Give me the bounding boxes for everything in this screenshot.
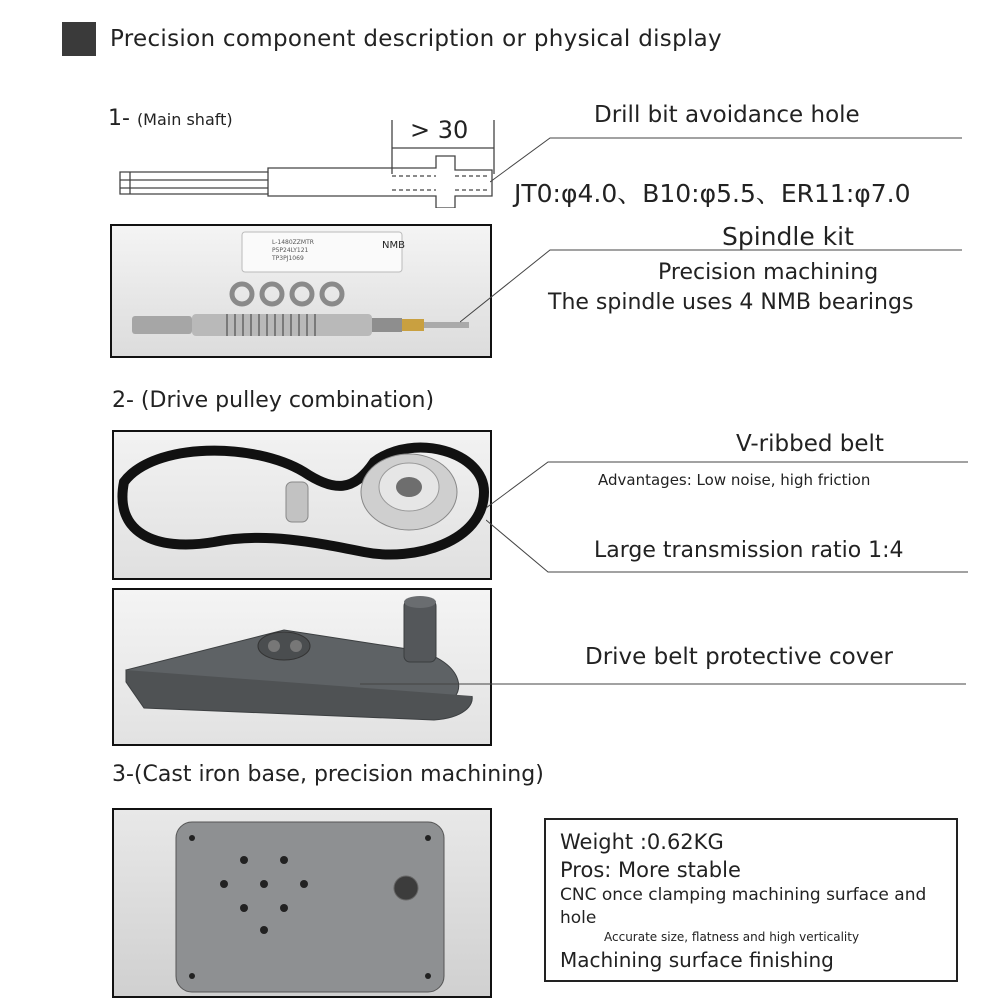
spindle-kit-image [112, 226, 490, 356]
ratio-label: Large transmission ratio 1:4 [594, 538, 904, 563]
section-3-title: 3-(Cast iron base, precision machining) [112, 762, 544, 787]
cnc-label: CNC once clamping machining surface and hole [560, 885, 927, 928]
page-title: Precision component description or physical display [110, 26, 722, 52]
section-2-title: 2- (Drive pulley combination) [112, 388, 435, 413]
spindle-kit-photo [110, 224, 492, 358]
header-square-icon [62, 22, 96, 56]
pros-label: Pros: More stable [560, 858, 741, 882]
nmb-box-label: NMB [382, 240, 405, 251]
svg-text:L-1480ZZMTR: L-1480ZZMTR [272, 239, 314, 246]
belt-title: V-ribbed belt [736, 431, 884, 457]
shaft-dimension-label: > 30 [410, 116, 469, 144]
svg-text:TP3PJ1069: TP3PJ1069 [272, 255, 304, 262]
cover-leader-line [360, 680, 970, 690]
belt-advantages: Advantages: Low noise, high friction [598, 471, 871, 489]
finishing-label: Machining surface finishing [560, 948, 834, 972]
accurate-label: Accurate size, flatness and high verticality [604, 930, 860, 944]
hole-title: Drill bit avoidance hole [594, 102, 860, 128]
pulley-image [114, 432, 490, 578]
cover-image [114, 590, 490, 744]
base-photo [112, 808, 492, 998]
hole-sizes: JT0:φ4.0、B10:φ5.5、ER11:φ7.0 [514, 179, 911, 208]
cover-photo [112, 588, 492, 746]
weight-label: Weight :0.62KG [560, 830, 724, 854]
section-1-prefix: 1- [108, 106, 130, 131]
base-image [114, 810, 490, 996]
spindle-line-1: Precision machining [658, 260, 879, 285]
specs-box [544, 818, 958, 982]
section-1-label: (Main shaft) [136, 110, 233, 129]
spindle-title: Spindle kit [722, 222, 854, 251]
svg-text:P5P24LY121: P5P24LY121 [272, 247, 309, 254]
spindle-line-2: The spindle uses 4 NMB bearings [548, 290, 914, 315]
pulley-photo [112, 430, 492, 580]
cover-label: Drive belt protective cover [585, 644, 893, 670]
